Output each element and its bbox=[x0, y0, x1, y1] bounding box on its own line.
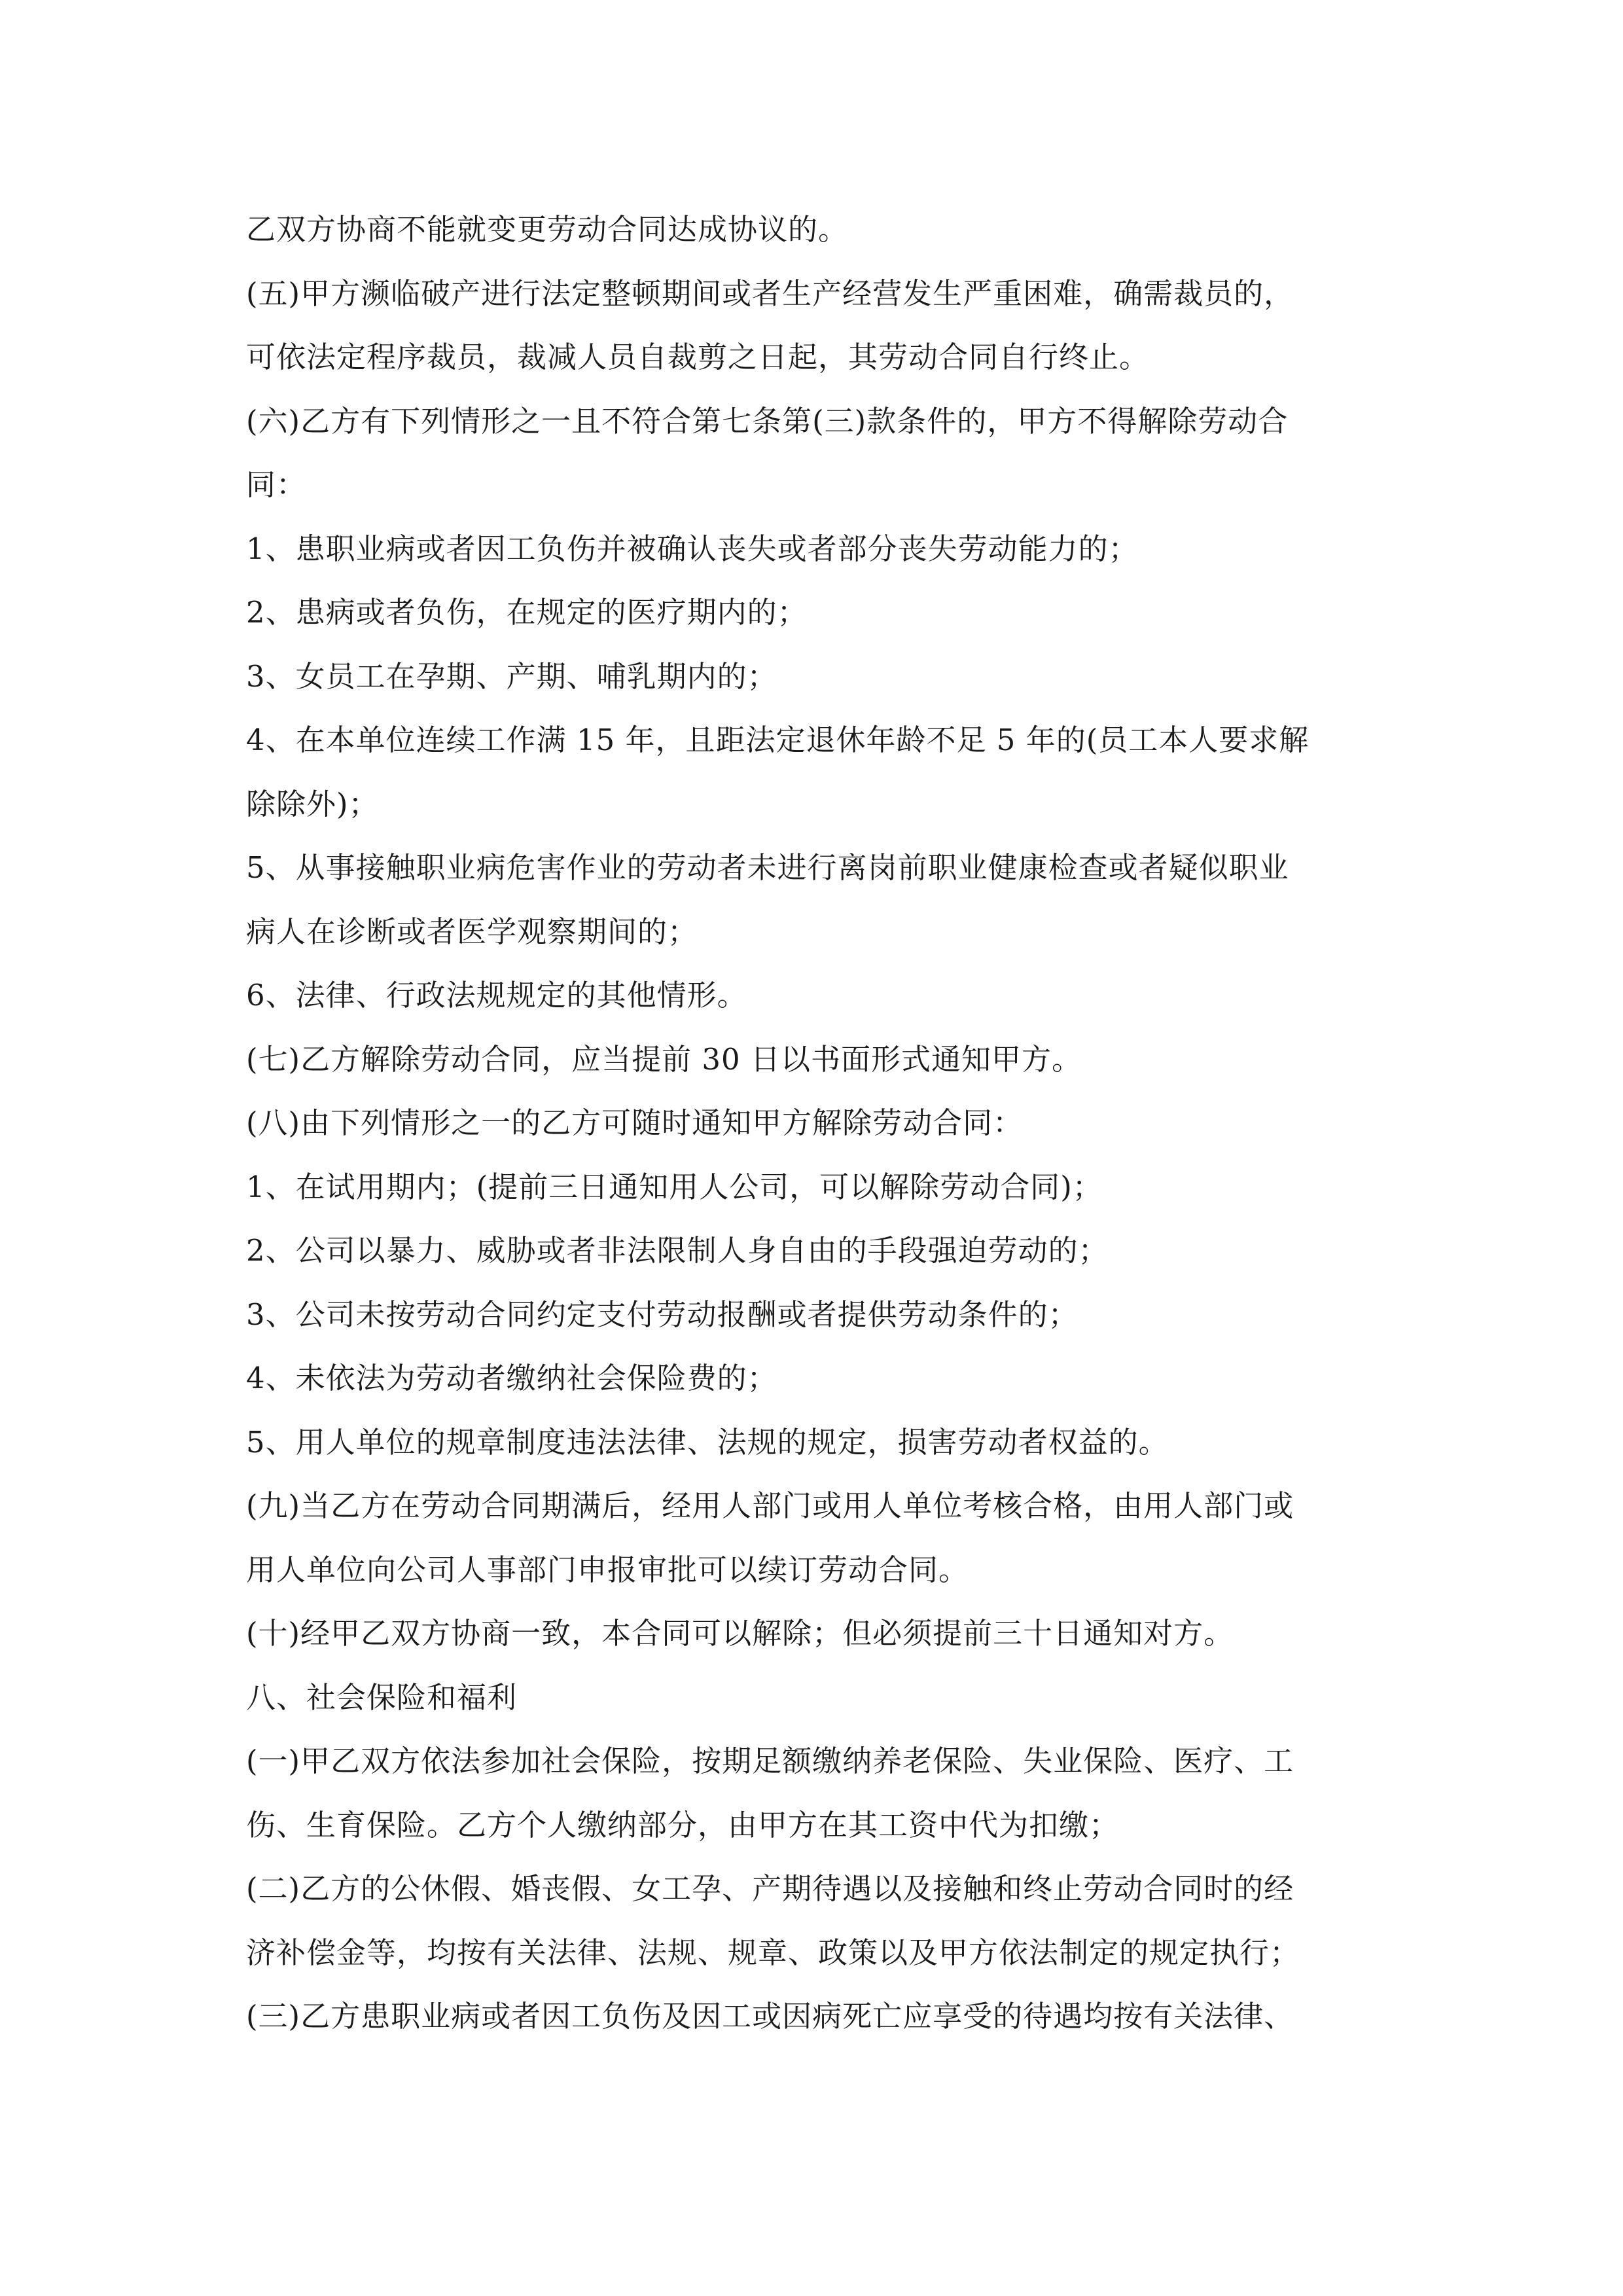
text-line: 2、公司以暴力、威胁或者非法限制人身自由的手段强迫劳动的； bbox=[246, 1233, 1109, 1268]
text-line: 同： bbox=[246, 467, 307, 502]
text-line: (九)当乙方在劳动合同期满后，经用人部门或用人单位考核合格，由用人部门或 bbox=[246, 1488, 1294, 1523]
text-line: (十)经甲乙双方协商一致，本合同可以解除；但必须提前三十日通知对方。 bbox=[246, 1616, 1234, 1651]
text-line: (三)乙方患职业病或者因工负伤及因工或因病死亡应享受的待遇均按有关法律、 bbox=[246, 1999, 1294, 2034]
text-line: 6、法律、行政法规规定的其他情形。 bbox=[246, 978, 747, 1013]
text-line: 5、用人单位的规章制度违法法律、法规的规定，损害劳动者权益的。 bbox=[246, 1424, 1169, 1460]
text-line: (五)甲方濒临破产进行法定整顿期间或者生产经营发生严重困难，确需裁员的， bbox=[246, 276, 1294, 311]
text-line: 3、公司未按劳动合同约定支付劳动报酬或者提供劳动条件的； bbox=[246, 1297, 1079, 1332]
text-line: 除除外)； bbox=[246, 786, 379, 821]
text-line: 1、在试用期内；(提前三日通知用人公司，可以解除劳动合同)； bbox=[246, 1169, 1103, 1204]
text-line: (八)由下列情形之一的乙方可随时通知甲方解除劳动合同： bbox=[246, 1105, 1024, 1140]
text-line: 1、患职业病或者因工负伤并被确认丧失或者部分丧失劳动能力的； bbox=[246, 531, 1139, 566]
text-line: 病人在诊断或者医学观察期间的； bbox=[246, 914, 698, 949]
text-line: (二)乙方的公休假、婚丧假、女工孕、产期待遇以及接触和终止劳动合同时的经 bbox=[246, 1871, 1294, 1906]
text-line: 伤、生育保险。乙方个人缴纳部分，由甲方在其工资中代为扣缴； bbox=[246, 1807, 1120, 1842]
text-line: 八、社会保险和福利 bbox=[246, 1679, 518, 1715]
text-line: 3、女员工在孕期、产期、哺乳期内的； bbox=[246, 658, 777, 694]
text-line: 用人单位向公司人事部门申报审批可以续订劳动合同。 bbox=[246, 1552, 969, 1587]
text-line: (六)乙方有下列情形之一且不符合第七条第(三)款条件的，甲方不得解除劳动合 bbox=[246, 403, 1289, 439]
text-line: 2、患病或者负伤，在规定的医疗期内的； bbox=[246, 595, 808, 630]
text-line: 济补偿金等，均按有关法律、法规、规章、政策以及甲方依法制定的规定执行； bbox=[246, 1935, 1300, 1970]
text-line: 乙双方协商不能就变更劳动合同达成协议的。 bbox=[246, 212, 849, 247]
text-line: (七)乙方解除劳动合同，应当提前 30 日以书面形式通知甲方。 bbox=[246, 1041, 1082, 1077]
text-line: 4、未依法为劳动者缴纳社会保险费的； bbox=[246, 1361, 777, 1395]
text-line: 可依法定程序裁员，裁减人员自裁剪之日起，其劳动合同自行终止。 bbox=[246, 340, 1150, 374]
text-line: (一)甲乙双方依法参加社会保险，按期足额缴纳养老保险、失业保险、医疗、工 bbox=[246, 1744, 1294, 1778]
text-line: 5、从事接触职业病危害作业的劳动者未进行离岗前职业健康检查或者疑似职业 bbox=[246, 850, 1289, 885]
text-line: 4、在本单位连续工作满 15 年，且距法定退休年龄不足 5 年的(员工本人要求解 bbox=[246, 723, 1310, 757]
document-body bbox=[246, 198, 1398, 2049]
